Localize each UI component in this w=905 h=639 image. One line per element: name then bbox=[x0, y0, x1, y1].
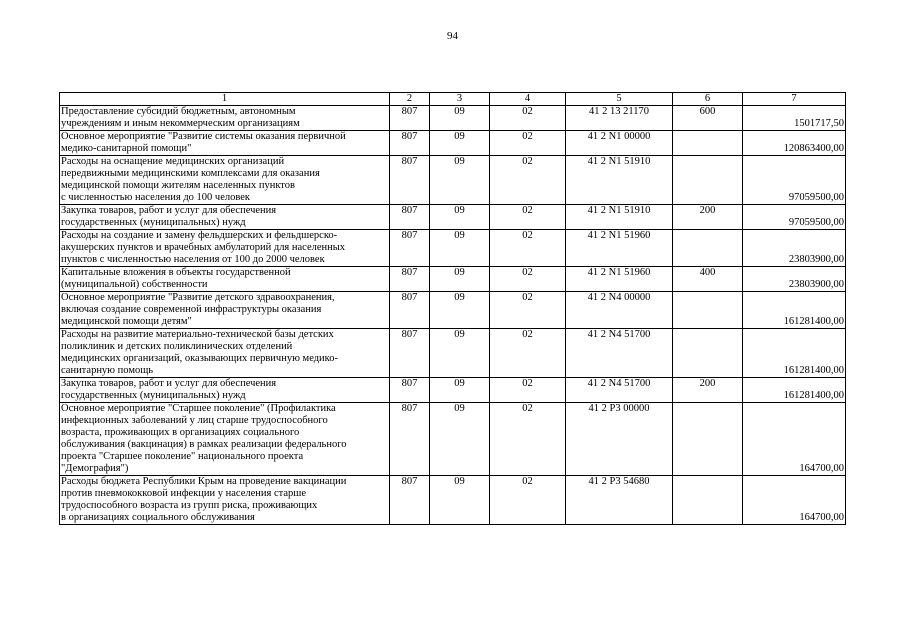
amount: 164700,00 bbox=[743, 403, 846, 476]
code-target-article: 41 2 N4 51700 bbox=[566, 378, 673, 403]
code-ministry: 807 bbox=[390, 131, 430, 156]
table-row bbox=[60, 476, 846, 525]
code-expense-type bbox=[673, 403, 743, 476]
code-section: 09 bbox=[430, 329, 490, 378]
code-subsection: 02 bbox=[490, 230, 566, 267]
amount: 1501717,50 bbox=[743, 106, 846, 131]
row-description bbox=[60, 106, 390, 131]
description-line: Расходы на развитие материально-технической базы детских bbox=[61, 329, 334, 340]
code-subsection: 02 bbox=[490, 378, 566, 403]
column-header: 5 bbox=[566, 93, 673, 106]
code-section: 09 bbox=[430, 403, 490, 476]
code-ministry: 807 bbox=[390, 106, 430, 131]
description-line: медицинской помощи детям" bbox=[61, 316, 192, 327]
table-row bbox=[60, 106, 846, 131]
description-line: в организациях социального обслуживания bbox=[61, 512, 255, 523]
code-target-article: 41 2 P3 00000 bbox=[566, 403, 673, 476]
amount: 161281400,00 bbox=[743, 329, 846, 378]
code-target-article: 41 2 N4 51700 bbox=[566, 329, 673, 378]
code-section: 09 bbox=[430, 267, 490, 292]
code-expense-type: 200 bbox=[673, 378, 743, 403]
code-target-article: 41 2 13 21170 bbox=[566, 106, 673, 131]
table-row bbox=[60, 329, 846, 378]
row-description bbox=[60, 205, 390, 230]
code-section: 09 bbox=[430, 476, 490, 525]
description-line: Закупка товаров, работ и услуг для обеспечения bbox=[61, 205, 277, 216]
code-section: 09 bbox=[430, 131, 490, 156]
row-description bbox=[60, 403, 390, 476]
code-expense-type bbox=[673, 131, 743, 156]
description-line: медицинской помощи жителям населенных пунктов bbox=[61, 180, 295, 191]
column-header: 4 bbox=[490, 93, 566, 106]
code-section: 09 bbox=[430, 378, 490, 403]
budget-table bbox=[59, 92, 846, 525]
code-ministry: 807 bbox=[390, 205, 430, 230]
row-description bbox=[60, 156, 390, 205]
table-row bbox=[60, 156, 846, 205]
description-line: возраста, проживающих в организациях социального bbox=[61, 427, 300, 438]
code-target-article: 41 2 N1 51960 bbox=[566, 230, 673, 267]
amount: 161281400,00 bbox=[743, 292, 846, 329]
table-row bbox=[60, 267, 846, 292]
row-description bbox=[60, 230, 390, 267]
header-row bbox=[60, 93, 846, 106]
description-line: учреждениям и иным некоммерческим организациям bbox=[61, 118, 300, 129]
description-line: обслуживания (вакцинация) в рамках реализации федерального bbox=[61, 439, 347, 450]
column-header: 6 bbox=[673, 93, 743, 106]
description-line: Расходы на оснащение медицинских организаций bbox=[61, 156, 285, 167]
amount: 23803900,00 bbox=[743, 267, 846, 292]
amount: 97059500,00 bbox=[743, 205, 846, 230]
description-line: поликлиник и детских поликлинических отделений bbox=[61, 341, 293, 352]
description-line: санитарную помощь bbox=[61, 365, 154, 376]
code-subsection: 02 bbox=[490, 156, 566, 205]
description-line: Расходы на создание и замену фельдшерских и фельдшерско- bbox=[61, 230, 338, 241]
description-line: "Демография") bbox=[61, 463, 129, 474]
table-row bbox=[60, 230, 846, 267]
row-description bbox=[60, 292, 390, 329]
code-subsection: 02 bbox=[490, 131, 566, 156]
column-header: 3 bbox=[430, 93, 490, 106]
code-expense-type bbox=[673, 476, 743, 525]
description-line: государственных (муниципальных) нужд bbox=[61, 390, 246, 401]
description-line: инфекционных заболеваний у лиц старше трудоспособного bbox=[61, 415, 328, 426]
code-subsection: 02 bbox=[490, 267, 566, 292]
code-section: 09 bbox=[430, 205, 490, 230]
code-section: 09 bbox=[430, 156, 490, 205]
code-target-article: 41 2 P3 54680 bbox=[566, 476, 673, 525]
code-target-article: 41 2 N1 51910 bbox=[566, 156, 673, 205]
amount: 97059500,00 bbox=[743, 156, 846, 205]
row-description bbox=[60, 476, 390, 525]
code-ministry: 807 bbox=[390, 476, 430, 525]
code-expense-type bbox=[673, 329, 743, 378]
description-line: медико-санитарной помощи" bbox=[61, 143, 192, 154]
description-line: трудоспособного возраста из групп риска, проживающих bbox=[61, 500, 318, 511]
code-expense-type bbox=[673, 230, 743, 267]
description-line: с численностью населения до 100 человек bbox=[61, 192, 251, 203]
row-description bbox=[60, 267, 390, 292]
table-row bbox=[60, 403, 846, 476]
code-ministry: 807 bbox=[390, 267, 430, 292]
code-ministry: 807 bbox=[390, 378, 430, 403]
code-ministry: 807 bbox=[390, 329, 430, 378]
amount: 161281400,00 bbox=[743, 378, 846, 403]
code-ministry: 807 bbox=[390, 156, 430, 205]
description-line: акушерских пунктов и врачебных амбулаторий для населенных bbox=[61, 242, 346, 253]
description-line: передвижными медицинскими комплексами для оказания bbox=[61, 168, 320, 179]
code-subsection: 02 bbox=[490, 106, 566, 131]
table-row bbox=[60, 131, 846, 156]
description-line: Капитальные вложения в объекты государственной bbox=[61, 267, 291, 278]
code-ministry: 807 bbox=[390, 403, 430, 476]
code-section: 09 bbox=[430, 230, 490, 267]
code-subsection: 02 bbox=[490, 292, 566, 329]
column-header: 2 bbox=[390, 93, 430, 106]
code-expense-type bbox=[673, 292, 743, 329]
amount: 23803900,00 bbox=[743, 230, 846, 267]
amount: 120863400,00 bbox=[743, 131, 846, 156]
row-description bbox=[60, 329, 390, 378]
description-line: Расходы бюджета Республики Крым на проведение вакцинации bbox=[61, 476, 347, 487]
code-target-article: 41 2 N1 51910 bbox=[566, 205, 673, 230]
code-section: 09 bbox=[430, 292, 490, 329]
description-line: Предоставление субсидий бюджетным, автономным bbox=[61, 106, 296, 117]
column-header: 7 bbox=[743, 93, 846, 106]
code-subsection: 02 bbox=[490, 403, 566, 476]
code-subsection: 02 bbox=[490, 476, 566, 525]
table-row bbox=[60, 205, 846, 230]
code-subsection: 02 bbox=[490, 329, 566, 378]
description-line: Закупка товаров, работ и услуг для обеспечения bbox=[61, 378, 277, 389]
code-expense-type: 200 bbox=[673, 205, 743, 230]
code-expense-type bbox=[673, 156, 743, 205]
code-target-article: 41 2 N1 00000 bbox=[566, 131, 673, 156]
code-subsection: 02 bbox=[490, 205, 566, 230]
code-target-article: 41 2 N1 51960 bbox=[566, 267, 673, 292]
row-description bbox=[60, 131, 390, 156]
code-target-article: 41 2 N4 00000 bbox=[566, 292, 673, 329]
table-row bbox=[60, 292, 846, 329]
code-ministry: 807 bbox=[390, 230, 430, 267]
column-header: 1 bbox=[60, 93, 390, 106]
code-expense-type: 400 bbox=[673, 267, 743, 292]
description-line: Основное мероприятие "Старшее поколение" (Профилактика bbox=[61, 403, 336, 414]
description-line: против пневмококковой инфекции у населения старше bbox=[61, 488, 306, 499]
code-section: 09 bbox=[430, 106, 490, 131]
description-line: проекта "Старшее поколение" национального проекта bbox=[61, 451, 304, 462]
description-line: включая создание современной инфраструктуры оказания bbox=[61, 304, 322, 315]
description-line: Основное мероприятие "Развитие детского здравоохранения, bbox=[61, 292, 335, 303]
table-row bbox=[60, 378, 846, 403]
description-line: (муниципальной) собственности bbox=[61, 279, 208, 290]
description-line: Основное мероприятие "Развитие системы оказания первичной bbox=[61, 131, 346, 142]
page-number: 94 bbox=[447, 30, 458, 42]
description-line: государственных (муниципальных) нужд bbox=[61, 217, 246, 228]
row-description bbox=[60, 378, 390, 403]
description-line: медицинских организаций, оказывающих первичную медико- bbox=[61, 353, 338, 364]
description-line: пунктов с численностью населения от 100 до 2000 человек bbox=[61, 254, 325, 265]
amount: 164700,00 bbox=[743, 476, 846, 525]
code-ministry: 807 bbox=[390, 292, 430, 329]
code-expense-type: 600 bbox=[673, 106, 743, 131]
